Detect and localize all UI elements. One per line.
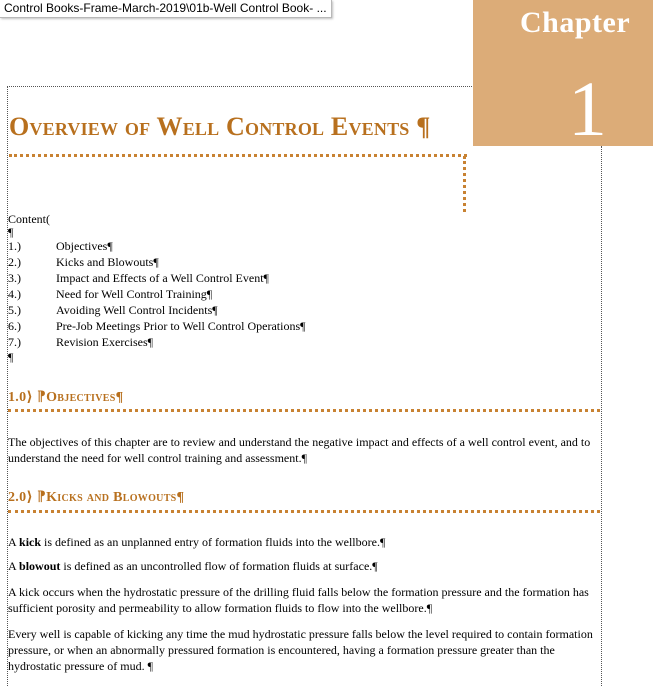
contents-label[interactable]: Content( <box>8 212 50 226</box>
blowout-definition-paragraph[interactable] <box>8 558 600 574</box>
chapter-label: Chapter <box>520 6 631 39</box>
page-title[interactable]: Overview of Well Control Events ¶ <box>9 112 431 141</box>
list-item[interactable]: Impact and Effects of a Well Control Event¶ <box>56 271 269 285</box>
list-item-number: 6.) <box>8 319 21 333</box>
title-dotted-rule-vertical <box>463 156 466 212</box>
kick-occurrence-paragraph[interactable]: A kick occurs when the hydrostatic pressure of the drilling fluid falls below the formation pressure and the formation has sufficient porosity and permeability to allow formation fluids to flow into the wellbore.¶ <box>8 585 589 615</box>
objectives-paragraph[interactable]: The objectives of this chapter are to review and understand the negative impact and effects of a well control event, and to understand the need for well control training and assessment.¶ <box>8 435 591 465</box>
section-dotted-rule <box>8 510 600 513</box>
chapter-number: 1 <box>568 65 607 152</box>
definition-prefix: A <box>8 559 20 573</box>
definition-text: is defined as an uncontrolled flow of formation fluids at surface.¶ <box>60 559 378 573</box>
list-item-number: 5.) <box>8 303 21 317</box>
list-item-number: 1.) <box>8 239 21 253</box>
section-heading-objectives[interactable]: 1.0⟩ ⁋Objectives¶ <box>8 390 124 405</box>
list-item[interactable]: Revision Exercises¶ <box>56 335 154 349</box>
page-margin-guide-right <box>601 146 602 686</box>
definition-term: kick <box>19 535 42 549</box>
section-dotted-rule <box>8 409 600 412</box>
list-item[interactable]: Pre-Job Meetings Prior to Well Control Operations¶ <box>56 319 306 333</box>
section-heading-kicks-and-blowouts[interactable]: 2.0⟩ ⁋Kicks and Blowouts¶ <box>8 490 185 505</box>
pilcrow-mark: ¶ <box>8 350 14 364</box>
list-item[interactable]: Need for Well Control Training¶ <box>56 287 213 301</box>
pilcrow-mark: ¶ <box>8 225 14 239</box>
definition-text: is defined as an unplanned entry of formation fluids into the wellbore.¶ <box>41 535 386 549</box>
list-item-number: 2.) <box>8 255 21 269</box>
title-dotted-rule <box>9 154 467 157</box>
list-item-number: 7.) <box>8 335 21 349</box>
definition-term: blowout <box>19 559 61 573</box>
list-item[interactable]: Avoiding Well Control Incidents¶ <box>56 303 218 317</box>
list-item-number: 4.) <box>8 287 21 301</box>
kick-definition-paragraph[interactable] <box>8 534 600 550</box>
list-item[interactable]: Objectives¶ <box>56 239 113 253</box>
list-item-number: 3.) <box>8 271 21 285</box>
list-item[interactable]: Kicks and Blowouts¶ <box>56 255 159 269</box>
definition-prefix: A <box>8 535 20 549</box>
well-kicking-paragraph[interactable]: Every well is capable of kicking any time the mud hydrostatic pressure falls below the level required to contain formation pressure, or when an abnormally pressured formation is encountered, having a formation pressure greater than the hydrostatic pressure of mud. ¶ <box>8 627 593 673</box>
document-path-tab[interactable]: Control Books-Frame-March-2019\01b-Well Control Book- ... <box>0 0 332 18</box>
